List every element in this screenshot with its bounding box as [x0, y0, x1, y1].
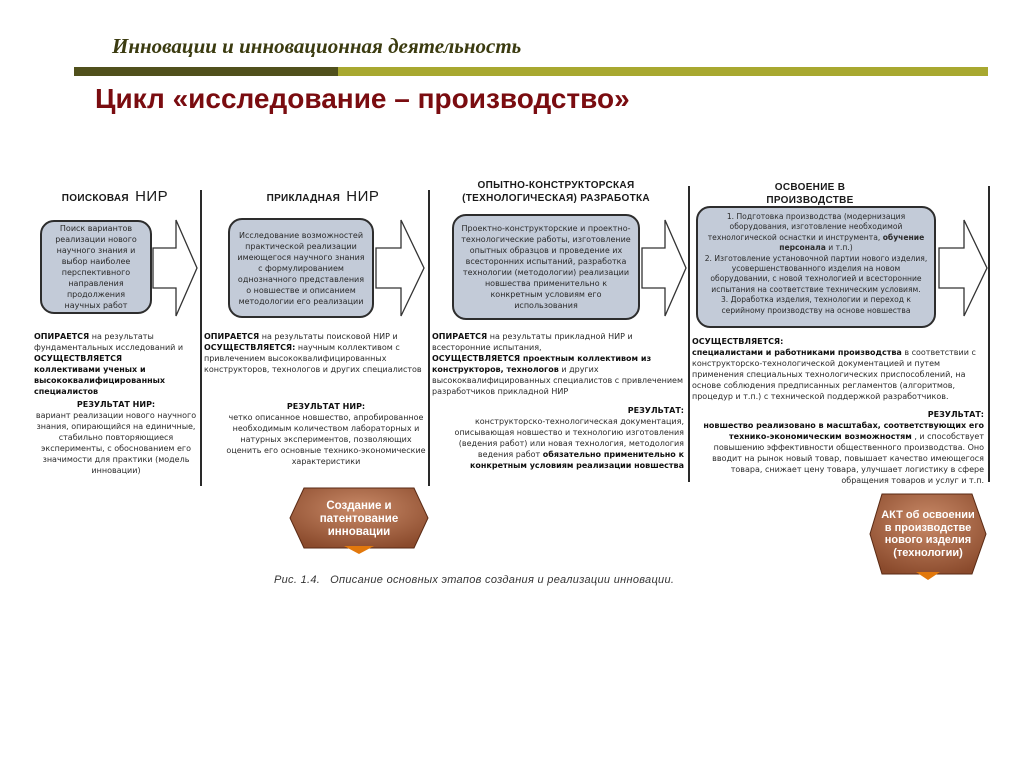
- stage-4-heading: ОСВОЕНИЕ В ПРОИЗВОДСТВЕ: [766, 182, 854, 206]
- page-title: Цикл «исследование – производство»: [95, 83, 630, 114]
- stage-1-heading: ПОИСКОВАЯ НИР: [61, 188, 169, 205]
- column-divider-3: [688, 186, 690, 482]
- stage-3-heading: ОПЫТНО-КОНСТРУКТОРСКАЯ (ТЕХНОЛОГИЧЕСКАЯ) РАЗРАБОТКА: [462, 180, 650, 204]
- stage-2-box: Исследование возможностей практической реализации имеющегося научного знания с формулированием однозначного представления о новшестве и описанием методологии его реализации: [228, 218, 374, 318]
- stage-2-result-text: РЕЗУЛЬТАТ НИР: четко описанное новшество, апробированное необходимым количеством лабораторных и натурных экспериментов, позволяющих оценить его основные технико-экономические характеристики: [226, 402, 426, 466]
- innovation-badge-label: Создание и патентование инновации: [319, 499, 399, 538]
- stage-3-box: Проектно-конструкторские и проектно-технологические работы, изготовление опытных образцов и проведение их всесторонних испытаний, разработка технологии (методологии) реализации новшества применительно к конкретным условиям его использования: [452, 214, 640, 320]
- stage-1-arrow-icon: [152, 218, 198, 318]
- column-divider-4: [988, 186, 990, 482]
- column-divider-1: [200, 190, 202, 486]
- header-bar-light: [338, 67, 988, 76]
- stage-2-arrow-icon: [375, 218, 425, 318]
- stage-1-result-text: РЕЗУЛЬТАТ НИР: вариант реализации нового научного знания, опирающийся на единичные, стабильно повторяющиеся эксперименты, с обоснованием его значимости для практики (модель инновации): [35, 400, 197, 475]
- stage-1-box: Поиск вариантов реализации нового научного знания и выбор наиболее перспективного направления продолжения научных работ: [40, 220, 152, 314]
- stage-3-arrow-icon: [641, 218, 687, 318]
- stage-4-box: 1. Подготовка производства (модернизация оборудования, изготовление необходимой технологической оснастки и инструмента, обучение персонала и т.п.) 2. Изготовление установочной партии нового изделия, усовершенствованного изделия на новом оборудовании, с новой технологией и всесторонние испытания на соответствие техническим условиям. 3. Доработка изделия, технологии и переход к серийному производству на основе новшества: [696, 206, 936, 328]
- stage-4-result-text: РЕЗУЛЬТАТ: новшество реализовано в масштабах, соответствующих его технико-экономическим возможностям , и способствует повышению эффективности общественного производства. Оно вводит на рынок новый товар, повышает качество имеющегося товара, снижает цену товара, улучшает логистику в сфере обращения товаров и услуг и т.п.: [703, 410, 984, 485]
- column-divider-2: [428, 190, 430, 486]
- topic-heading: Инновации и инновационная деятельность: [112, 34, 522, 58]
- header-bar-dark: [74, 67, 338, 76]
- act-badge-label: АКТ об освоении в производстве нового изделия (технологии): [881, 509, 975, 559]
- stage-3-relies-text: ОПИРАЕТСЯ на результаты прикладной НИР и всесторонние испытания, ОСУЩЕСТВЛЯЕТСЯ проектным коллективом из конструкторов, технологов и других высококвалифицированных специалистов с привлечением разработчиков прикладной НИР: [432, 332, 683, 396]
- stage-4-arrow-icon: [938, 218, 988, 318]
- stage-4-executed-text: ОСУЩЕСТВЛЯЕТСЯ: специалистами и работниками производства в соответствии с конструкторско-технологической документацией и путем применения специальных технологических приспособлений, на основе соблюдения предписанных регламентов (алгоритмов, процедур и т.п.) с технической поддержкой разработчиков.: [692, 337, 976, 401]
- stage-2-heading: ПРИКЛАДНАЯ НИР: [266, 188, 380, 205]
- stage-2-relies-text: ОПИРАЕТСЯ на результаты поисковой НИР и ОСУЩЕСТВЛЯЕТСЯ: научным коллективом с привлечением высококвалифицированных конструкторов, технологов и других специалистов: [204, 332, 422, 374]
- stage-3-result-text: РЕЗУЛЬТАТ: конструкторско-технологическая документация, описывающая новшество и технологию изготовления (ведения работ) или новая технология, методология ведения работ обязательно применительно к конкретным условиям реализации новшества: [454, 406, 684, 470]
- stage-1-relies-text: ОПИРАЕТСЯ на результаты фундаментальных исследований и ОСУЩЕСТВЛЯЕТСЯ коллективами ученых и высококвалифицированных специалистов: [34, 332, 184, 396]
- figure-caption: Рис. 1.4. Описание основных этапов создания и реализации инновации.: [274, 574, 675, 586]
